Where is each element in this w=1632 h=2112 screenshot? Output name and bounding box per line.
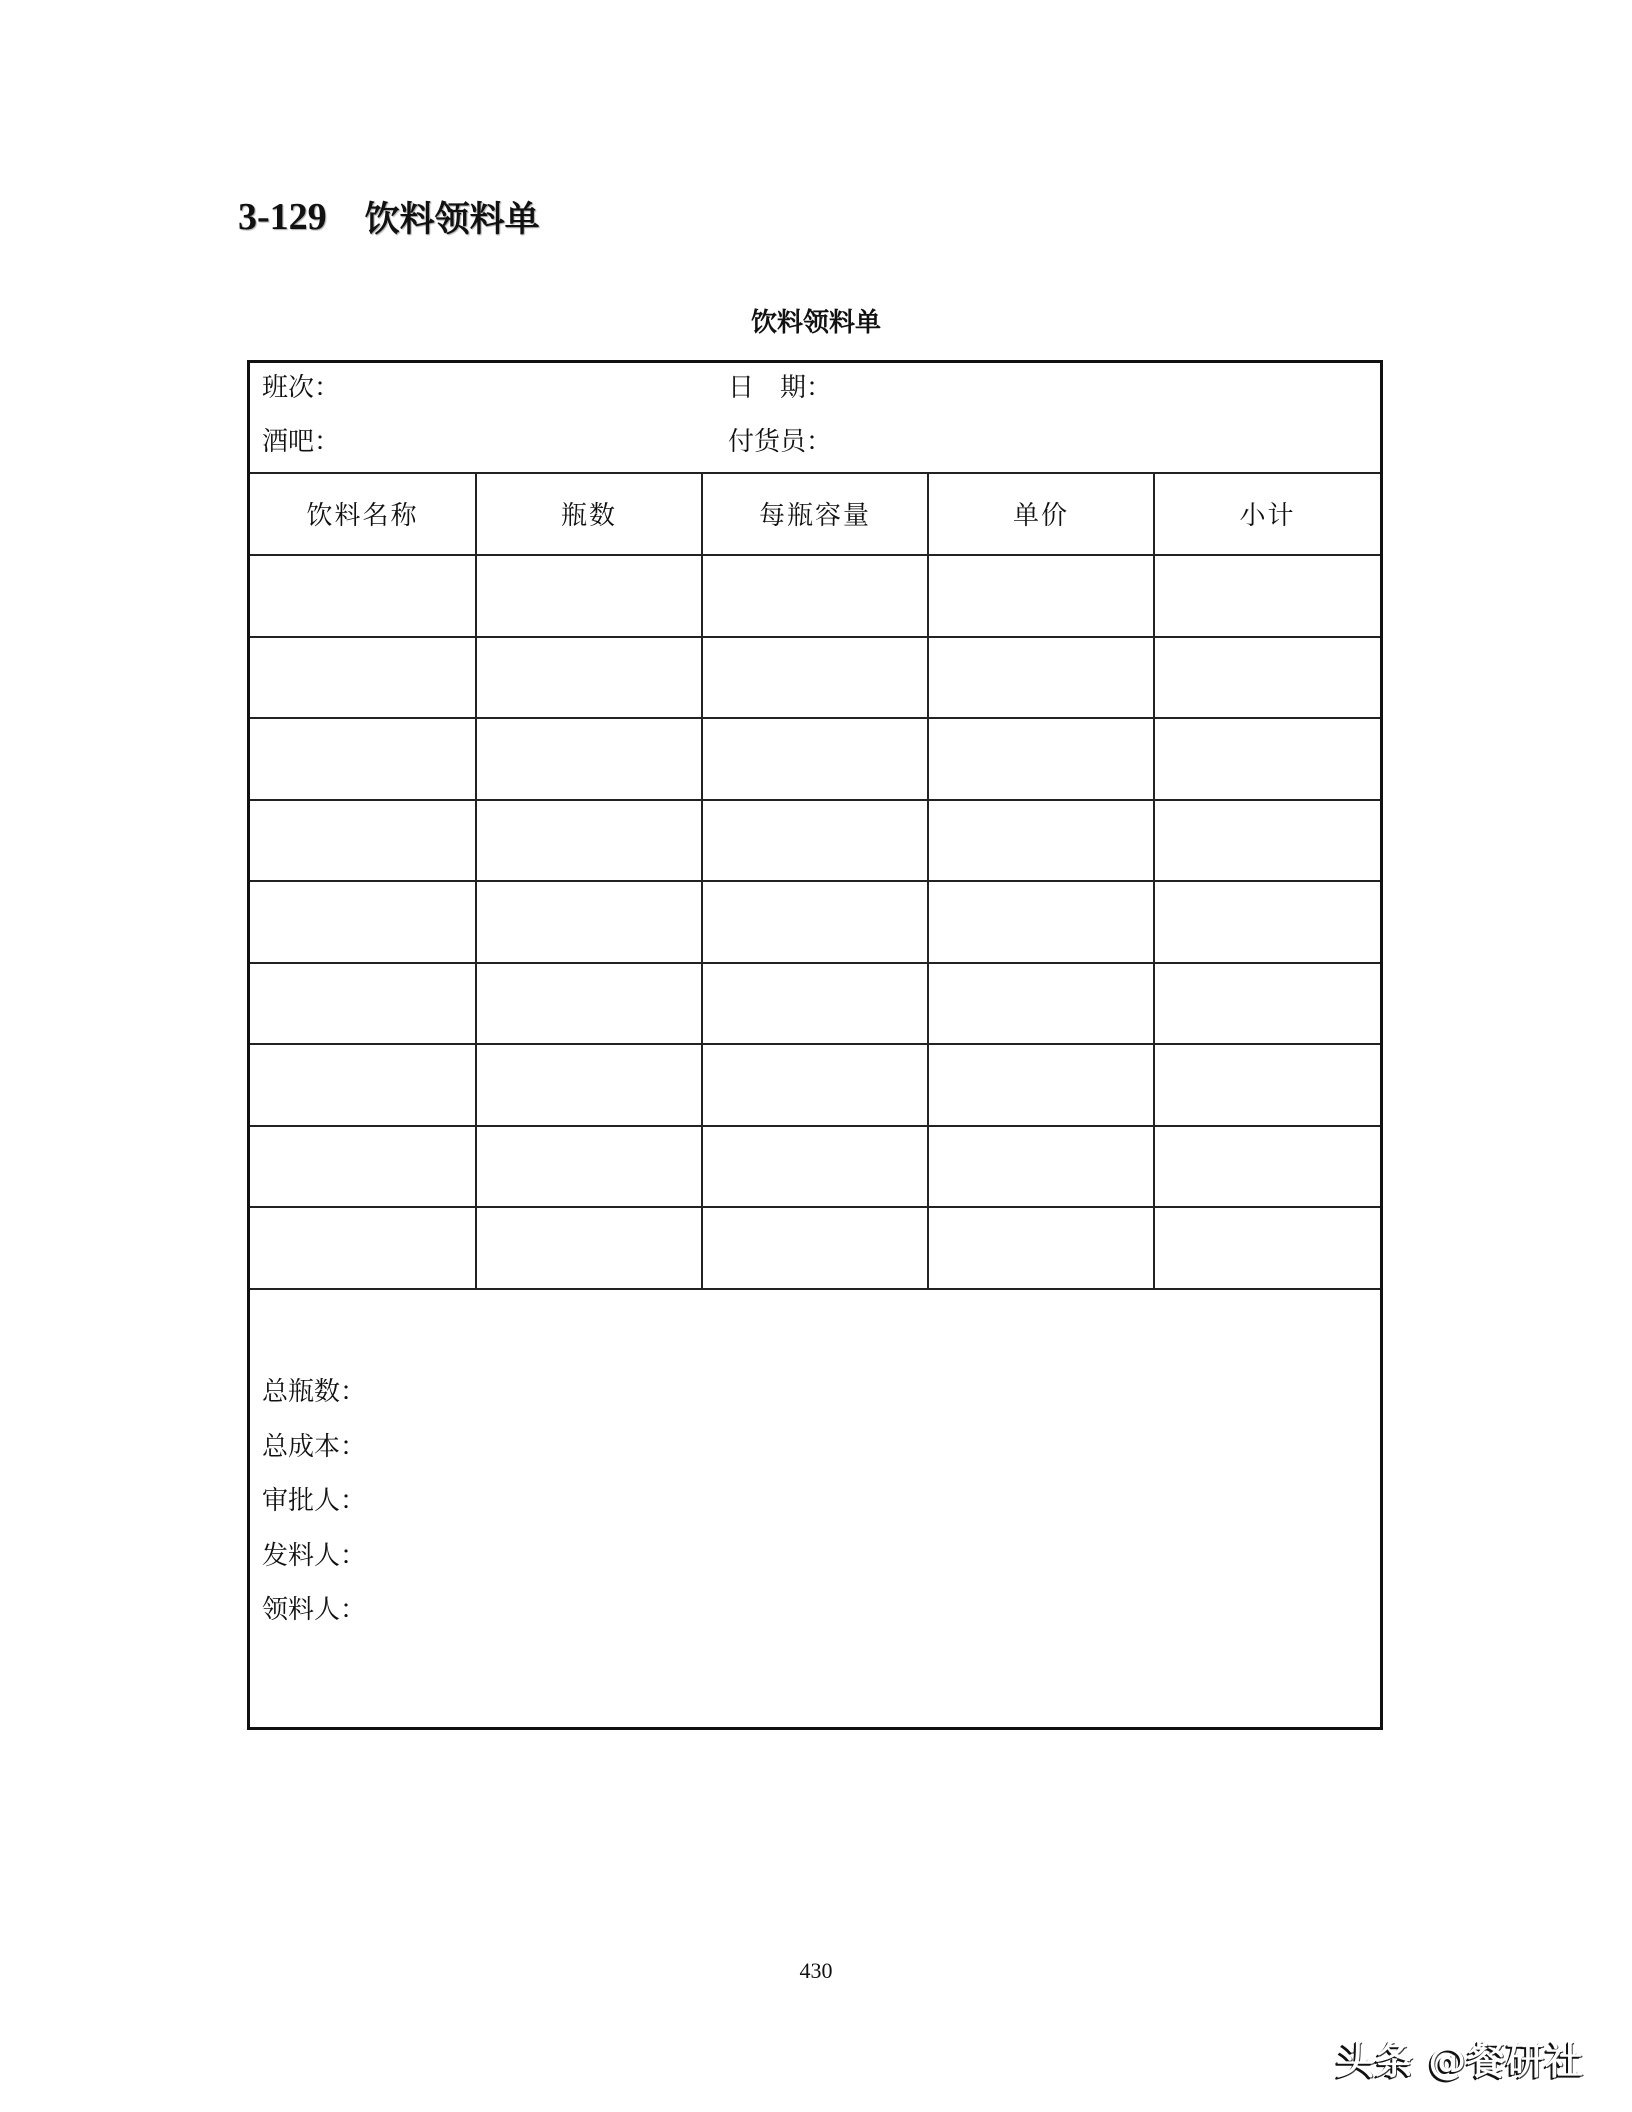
table-cell[interactable] (928, 1207, 1154, 1289)
table-cell[interactable] (1154, 637, 1380, 719)
table-row (250, 555, 1380, 637)
total-bottles-field[interactable]: 总瓶数： (262, 1377, 367, 1406)
table-cell[interactable] (250, 718, 476, 800)
table-cell[interactable] (928, 800, 1154, 882)
table-row (250, 1044, 1380, 1126)
shift-field[interactable]: 班次： (262, 373, 341, 402)
column-header-subtotal: 小计 (1154, 473, 1380, 555)
table-cell[interactable] (476, 963, 702, 1045)
column-header-unit-price: 单价 (928, 473, 1154, 555)
table-cell[interactable] (702, 800, 928, 882)
form-title: 饮料领料单 (750, 308, 881, 338)
table-cell[interactable] (1154, 1207, 1380, 1289)
table-cell[interactable] (476, 1044, 702, 1126)
issuer-field[interactable]: 发料人： (262, 1540, 367, 1570)
table-cell[interactable] (928, 718, 1154, 800)
table-row (250, 718, 1380, 800)
table-cell[interactable] (702, 555, 928, 637)
items-table (250, 473, 1380, 1290)
table-cell[interactable] (476, 718, 702, 800)
requisition-form (247, 360, 1383, 1730)
table-cell[interactable] (702, 637, 928, 719)
approver-field[interactable]: 审批人： (262, 1486, 367, 1515)
column-header-bottle-count: 瓶数 (476, 473, 702, 555)
table-row (250, 881, 1380, 963)
table-cell[interactable] (702, 1126, 928, 1208)
table-cell[interactable] (702, 1207, 928, 1289)
total-cost-field[interactable]: 总成本： (262, 1431, 367, 1461)
table-cell[interactable] (702, 881, 928, 963)
table-cell[interactable] (476, 1207, 702, 1289)
table-cell[interactable] (250, 1126, 476, 1208)
table-cell[interactable] (1154, 800, 1380, 882)
table-cell[interactable] (702, 1044, 928, 1126)
table-cell[interactable] (702, 963, 928, 1045)
table-cell[interactable] (250, 637, 476, 719)
bar-field[interactable]: 酒吧： (262, 427, 341, 456)
info-section (250, 363, 1380, 474)
table-cell[interactable] (476, 555, 702, 637)
table-cell[interactable] (928, 637, 1154, 719)
table-header-row (250, 473, 1380, 555)
table-row (250, 800, 1380, 882)
table-cell[interactable] (476, 881, 702, 963)
table-cell[interactable] (1154, 881, 1380, 963)
payer-field[interactable]: 付货员： (728, 427, 833, 456)
summary-section (262, 1377, 366, 1650)
table-cell[interactable] (1154, 1044, 1380, 1126)
table-cell[interactable] (928, 555, 1154, 637)
column-header-drink-name: 饮料名称 (250, 473, 476, 555)
watermark: 头条 @餐研社 (1336, 2039, 1585, 2083)
table-cell[interactable] (928, 881, 1154, 963)
receiver-field[interactable]: 领料人： (262, 1595, 367, 1624)
section-heading (238, 192, 540, 242)
table-row (250, 637, 1380, 719)
date-field[interactable]: 日 期： (728, 373, 833, 402)
table-cell[interactable] (1154, 1126, 1380, 1208)
table-cell[interactable] (1154, 963, 1380, 1045)
table-cell[interactable] (250, 1207, 476, 1289)
table-cell[interactable] (928, 1044, 1154, 1126)
table-cell[interactable] (250, 881, 476, 963)
table-cell[interactable] (928, 963, 1154, 1045)
table-cell[interactable] (250, 963, 476, 1045)
table-cell[interactable] (250, 1044, 476, 1126)
table-cell[interactable] (702, 718, 928, 800)
table-cell[interactable] (476, 800, 702, 882)
table-cell[interactable] (476, 637, 702, 719)
table-cell[interactable] (250, 555, 476, 637)
table-row (250, 1126, 1380, 1208)
table-cell[interactable] (1154, 555, 1380, 637)
table-cell[interactable] (1154, 718, 1380, 800)
section-title: 饮料领料单 (364, 200, 540, 240)
table-cell[interactable] (250, 800, 476, 882)
column-header-volume-per-bottle: 每瓶容量 (702, 473, 928, 555)
table-cell[interactable] (476, 1126, 702, 1208)
page-number: 430 (799, 1958, 833, 1983)
table-row (250, 963, 1380, 1045)
table-cell[interactable] (928, 1126, 1154, 1208)
section-number: 3-129 (238, 196, 327, 238)
table-row (250, 1207, 1380, 1289)
